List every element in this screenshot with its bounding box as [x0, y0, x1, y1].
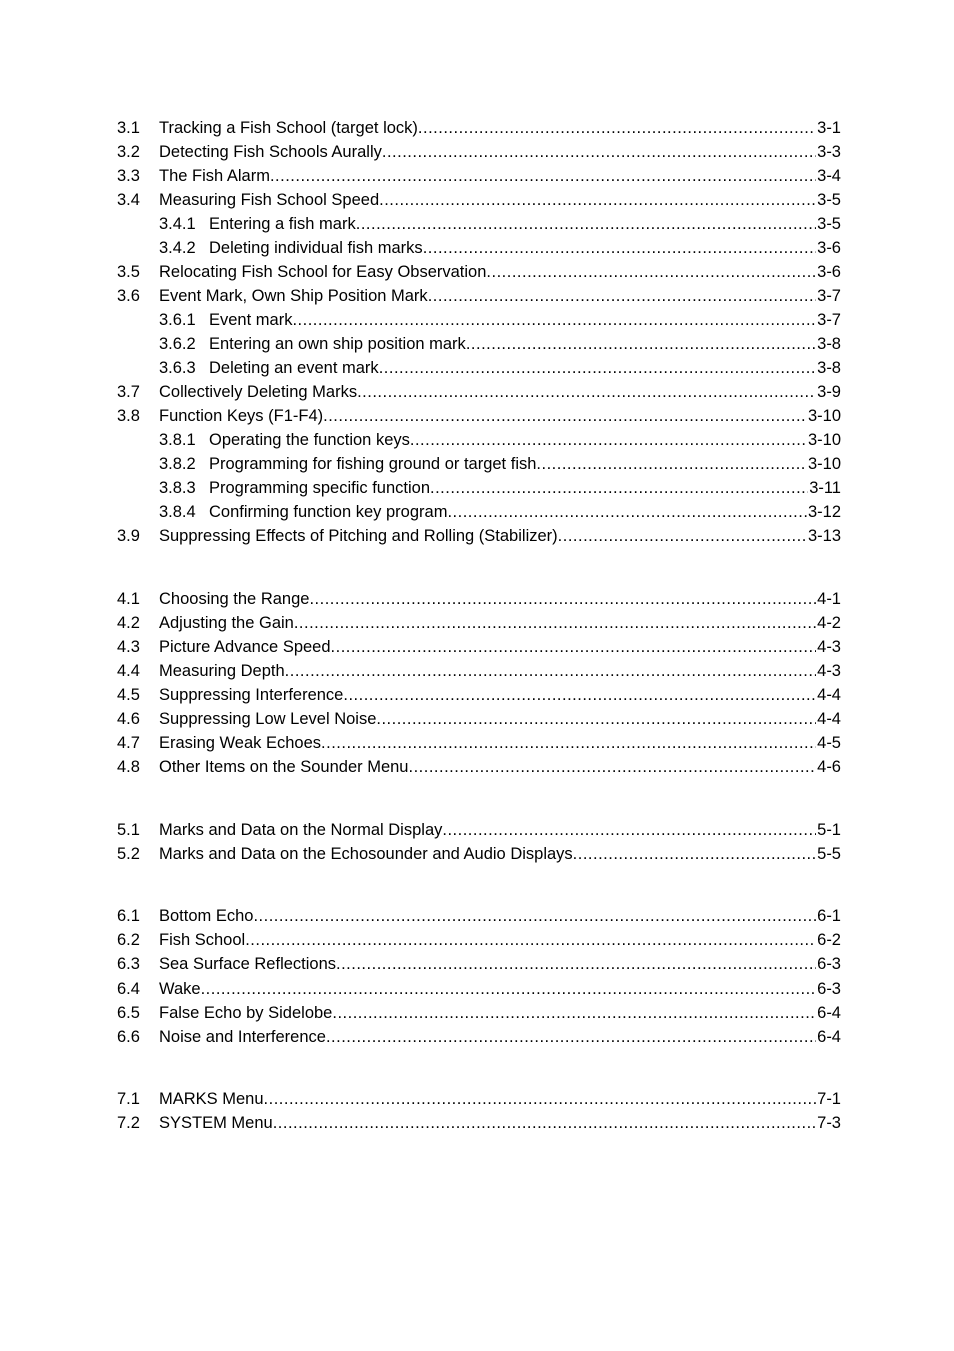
dot-leader — [356, 212, 816, 236]
dot-leader — [326, 1025, 816, 1049]
section-title — [159, 116, 418, 140]
section-title — [159, 332, 466, 356]
page-number: 6-3 — [817, 980, 841, 998]
section-title-text: Noise and Interference — [159, 1028, 326, 1046]
dot-leader — [294, 611, 816, 635]
dot-leader — [270, 164, 816, 188]
toc-row — [117, 928, 841, 952]
dot-leader — [410, 428, 807, 452]
toc-row — [117, 428, 841, 452]
section-number: 4.1 — [117, 590, 140, 608]
section-title-text: Function Keys (F1-F4) — [159, 407, 324, 425]
toc-entry — [159, 476, 841, 500]
subsection-number: 3.8.3 — [159, 479, 196, 497]
section-number: 3.7 — [117, 383, 140, 401]
dot-leader — [357, 380, 816, 404]
section-title-text: Entering a fish mark — [209, 215, 356, 233]
section-number: 6.5 — [117, 1004, 140, 1022]
toc-row — [117, 1025, 841, 1049]
section-title — [159, 140, 382, 164]
dot-leader — [428, 284, 816, 308]
section-title-text: Deleting individual fish marks — [209, 239, 423, 257]
toc-entry — [159, 952, 841, 976]
subsection-number: 3.4.1 — [159, 215, 196, 233]
page-number: 3-13 — [807, 527, 841, 545]
section-title — [159, 977, 201, 1001]
toc-entry — [159, 356, 841, 380]
page-number: 4-3 — [817, 662, 841, 680]
section-title — [159, 212, 356, 236]
page-number: 7-1 — [817, 1090, 841, 1108]
toc-entry — [159, 683, 841, 707]
section-title-text: Fish School — [159, 931, 246, 949]
section-title — [159, 284, 428, 308]
page-number: 3-8 — [817, 335, 841, 353]
section-title-text: Marks and Data on the Normal Display — [159, 821, 443, 839]
toc-row — [117, 1087, 841, 1111]
section-title-text: Confirming function key program — [209, 503, 448, 521]
page-number: 3-9 — [817, 383, 841, 401]
page-number: 3-8 — [817, 359, 841, 377]
toc-entry — [159, 587, 841, 611]
toc-row — [117, 212, 841, 236]
section-title-text: Deleting an event mark — [209, 359, 379, 377]
toc-entry — [159, 818, 841, 842]
section-number: 5.2 — [117, 845, 140, 863]
subsection-number: 3.6.1 — [159, 311, 196, 329]
page-number: 3-6 — [817, 239, 841, 257]
toc-row — [117, 635, 841, 659]
section-number: 7.2 — [117, 1114, 140, 1132]
page-number: 6-1 — [817, 907, 841, 925]
section-title — [159, 611, 294, 635]
dot-leader — [466, 332, 816, 356]
dot-leader — [264, 1087, 817, 1111]
section-title-text: Suppressing Interference — [159, 686, 344, 704]
section-title-text: Adjusting the Gain — [159, 614, 294, 632]
toc-row — [117, 260, 841, 284]
section-number: 6.3 — [117, 955, 140, 973]
toc-row — [117, 1001, 841, 1025]
toc-row — [117, 818, 841, 842]
section-number: 3.3 — [117, 167, 140, 185]
toc-entry — [159, 904, 841, 928]
section-title — [159, 683, 343, 707]
dot-leader — [418, 116, 816, 140]
toc-entry — [159, 977, 841, 1001]
section-title — [159, 659, 285, 683]
toc-entry — [159, 928, 841, 952]
section-title — [159, 380, 357, 404]
page-number: 3-5 — [817, 191, 841, 209]
page-number: 4-2 — [817, 614, 841, 632]
page-number: 5-5 — [817, 845, 841, 863]
section-title-text: Entering an own ship position mark — [209, 335, 466, 353]
toc-row — [117, 524, 841, 548]
section-number: 3.4 — [117, 191, 140, 209]
toc-row — [117, 611, 841, 635]
section-title — [159, 1025, 326, 1049]
page-number: 3-10 — [807, 455, 841, 473]
dot-leader — [285, 659, 816, 683]
toc-entry — [159, 755, 841, 779]
page-number: 3-10 — [807, 407, 841, 425]
section-title-text: Relocating Fish School for Easy Observation — [159, 263, 487, 281]
section-title — [159, 842, 573, 866]
section-title-text: Erasing Weak Echoes — [159, 734, 322, 752]
section-title — [159, 308, 292, 332]
dot-leader — [323, 404, 807, 428]
section-number: 3.9 — [117, 527, 140, 545]
toc-entry — [159, 428, 841, 452]
toc-entry — [159, 284, 841, 308]
section-number: 4.5 — [117, 686, 140, 704]
section-title — [159, 236, 423, 260]
toc-row — [117, 755, 841, 779]
toc-row — [117, 188, 841, 212]
page-number: 4-6 — [817, 758, 841, 776]
toc-entry — [159, 707, 841, 731]
toc-row — [117, 707, 841, 731]
toc-entry — [159, 380, 841, 404]
section-title-text: Picture Advance Speed — [159, 638, 331, 656]
toc-entry — [159, 164, 841, 188]
section-number: 6.2 — [117, 931, 140, 949]
dot-leader — [558, 524, 807, 548]
section-title-text: Sea Surface Reflections — [159, 955, 337, 973]
toc-entry — [159, 1025, 841, 1049]
toc-entry — [159, 524, 841, 548]
toc-row — [117, 587, 841, 611]
page-number: 3-6 — [817, 263, 841, 281]
section-title — [159, 904, 253, 928]
section-number: 6.1 — [117, 907, 140, 925]
toc-entry — [159, 260, 841, 284]
section-title — [159, 428, 410, 452]
section-title — [159, 707, 376, 731]
dot-leader — [336, 952, 816, 976]
page-number: 4-3 — [817, 638, 841, 656]
section-number: 7.1 — [117, 1090, 140, 1108]
page-number: 3-5 — [817, 215, 841, 233]
dot-leader — [245, 928, 816, 952]
page-number: 3-10 — [807, 431, 841, 449]
toc-entry — [159, 500, 841, 524]
section-number: 3.2 — [117, 143, 140, 161]
section-title — [159, 587, 309, 611]
section-number: 5.1 — [117, 821, 140, 839]
page-number: 4-1 — [817, 590, 841, 608]
section-title-text: Programming specific function — [209, 479, 431, 497]
toc-row — [117, 683, 841, 707]
section-title — [159, 452, 536, 476]
section-title — [159, 356, 379, 380]
toc-entry — [159, 659, 841, 683]
page-number: 7-3 — [817, 1114, 841, 1132]
subsection-number: 3.8.2 — [159, 455, 196, 473]
page-number: 6-4 — [817, 1028, 841, 1046]
dot-leader — [309, 587, 816, 611]
toc-row — [117, 977, 841, 1001]
section-number: 4.6 — [117, 710, 140, 728]
dot-leader — [253, 904, 816, 928]
dot-leader — [376, 707, 816, 731]
page-number: 6-4 — [817, 1004, 841, 1022]
section-title-text: The Fish Alarm — [159, 167, 270, 185]
section-title-text: Collectively Deleting Marks — [159, 383, 358, 401]
toc-row — [117, 284, 841, 308]
section-number: 3.1 — [117, 119, 140, 137]
toc-entry — [159, 1001, 841, 1025]
toc-entry — [159, 1111, 841, 1135]
section-title-text: SYSTEM Menu — [159, 1114, 273, 1132]
subsection-number: 3.8.4 — [159, 503, 196, 521]
section-title-text: Suppressing Low Level Noise — [159, 710, 377, 728]
section-title — [159, 500, 447, 524]
section-title-text: Operating the function keys — [209, 431, 410, 449]
page-number: 4-5 — [817, 734, 841, 752]
section-title-text: Event Mark, Own Ship Position Mark — [159, 287, 428, 305]
dot-leader — [332, 1001, 816, 1025]
toc-entry — [159, 404, 841, 428]
page-number: 5-1 — [817, 821, 841, 839]
dot-leader — [447, 500, 807, 524]
toc-entry — [159, 1087, 841, 1111]
dot-leader — [442, 818, 816, 842]
section-title-text: Bottom Echo — [159, 907, 254, 925]
toc-entry — [159, 635, 841, 659]
toc-row — [117, 356, 841, 380]
dot-leader — [292, 308, 816, 332]
section-number: 6.4 — [117, 980, 140, 998]
section-title-text: Programming for fishing ground or target fish — [209, 455, 537, 473]
section-title — [159, 928, 245, 952]
section-title-text: Marks and Data on the Echosounder and Audio Displays — [159, 845, 573, 863]
subsection-number: 3.6.3 — [159, 359, 196, 377]
dot-leader — [382, 140, 816, 164]
section-title — [159, 1111, 273, 1135]
section-title — [159, 731, 321, 755]
section-number: 3.5 — [117, 263, 140, 281]
section-title — [159, 755, 408, 779]
toc-row — [117, 404, 841, 428]
toc-row — [117, 476, 841, 500]
section-title-text: Choosing the Range — [159, 590, 310, 608]
section-title-text: Wake — [159, 980, 201, 998]
toc-row — [117, 164, 841, 188]
dot-leader — [331, 635, 817, 659]
section-title-text: Other Items on the Sounder Menu — [159, 758, 409, 776]
dot-leader — [408, 755, 816, 779]
section-title-text: MARKS Menu — [159, 1090, 264, 1108]
toc-row — [117, 452, 841, 476]
toc-row — [117, 308, 841, 332]
dot-leader — [486, 260, 816, 284]
page-number: 4-4 — [817, 686, 841, 704]
toc-entry — [159, 452, 841, 476]
dot-leader — [321, 731, 816, 755]
section-number: 4.8 — [117, 758, 140, 776]
dot-leader — [273, 1111, 816, 1135]
section-title — [159, 260, 486, 284]
section-title-text: False Echo by Sidelobe — [159, 1004, 333, 1022]
page-number: 3-7 — [817, 311, 841, 329]
section-title-text: Event mark — [209, 311, 293, 329]
page-number: 6-2 — [817, 931, 841, 949]
dot-leader — [201, 977, 817, 1001]
section-title — [159, 524, 558, 548]
toc-row — [117, 1111, 841, 1135]
toc-row — [117, 731, 841, 755]
dot-leader — [573, 842, 816, 866]
dot-leader — [430, 476, 808, 500]
page-number: 3-7 — [817, 287, 841, 305]
section-number: 3.8 — [117, 407, 140, 425]
section-title-text: Measuring Fish School Speed — [159, 191, 380, 209]
section-title — [159, 1001, 332, 1025]
section-number: 4.2 — [117, 614, 140, 632]
toc-row — [117, 904, 841, 928]
page-number: 3-3 — [817, 143, 841, 161]
dot-leader — [536, 452, 807, 476]
toc-row — [117, 116, 841, 140]
section-number: 6.6 — [117, 1028, 140, 1046]
dot-leader — [423, 236, 816, 260]
dot-leader — [379, 188, 816, 212]
section-title — [159, 476, 430, 500]
page-number: 6-3 — [817, 955, 841, 973]
toc-row — [117, 140, 841, 164]
toc-entry — [159, 308, 841, 332]
section-number: 3.6 — [117, 287, 140, 305]
section-title-text: Detecting Fish Schools Aurally — [159, 143, 382, 161]
toc-entry — [159, 188, 841, 212]
section-title — [159, 404, 323, 428]
section-title — [159, 952, 336, 976]
toc-entry — [159, 842, 841, 866]
subsection-number: 3.6.2 — [159, 335, 196, 353]
subsection-number: 3.8.1 — [159, 431, 196, 449]
page-number: 3-4 — [817, 167, 841, 185]
section-title — [159, 164, 270, 188]
toc-entry — [159, 611, 841, 635]
section-title — [159, 188, 379, 212]
dot-leader — [379, 356, 816, 380]
toc-entry — [159, 731, 841, 755]
section-title-text: Suppressing Effects of Pitching and Rolling (Stabilizer) — [159, 527, 558, 545]
page-number: 3-11 — [809, 479, 841, 497]
section-number: 4.7 — [117, 734, 140, 752]
toc-entry — [159, 236, 841, 260]
dot-leader — [343, 683, 816, 707]
subsection-number: 3.4.2 — [159, 239, 196, 257]
page-number: 3-12 — [807, 503, 841, 521]
toc-entry — [159, 116, 841, 140]
toc-row — [117, 500, 841, 524]
toc-row — [117, 659, 841, 683]
section-number: 4.3 — [117, 638, 140, 656]
page-number: 3-1 — [817, 119, 841, 137]
toc-row — [117, 952, 841, 976]
section-title — [159, 818, 442, 842]
toc-row — [117, 236, 841, 260]
section-title-text: Tracking a Fish School (target lock) — [159, 119, 418, 137]
section-number: 4.4 — [117, 662, 140, 680]
toc-entry — [159, 140, 841, 164]
toc-entry — [159, 212, 841, 236]
toc-entry — [159, 332, 841, 356]
toc-row — [117, 380, 841, 404]
section-title — [159, 635, 331, 659]
toc-row — [117, 842, 841, 866]
toc-row — [117, 332, 841, 356]
section-title — [159, 1087, 264, 1111]
section-title-text: Measuring Depth — [159, 662, 285, 680]
page-number: 4-4 — [817, 710, 841, 728]
